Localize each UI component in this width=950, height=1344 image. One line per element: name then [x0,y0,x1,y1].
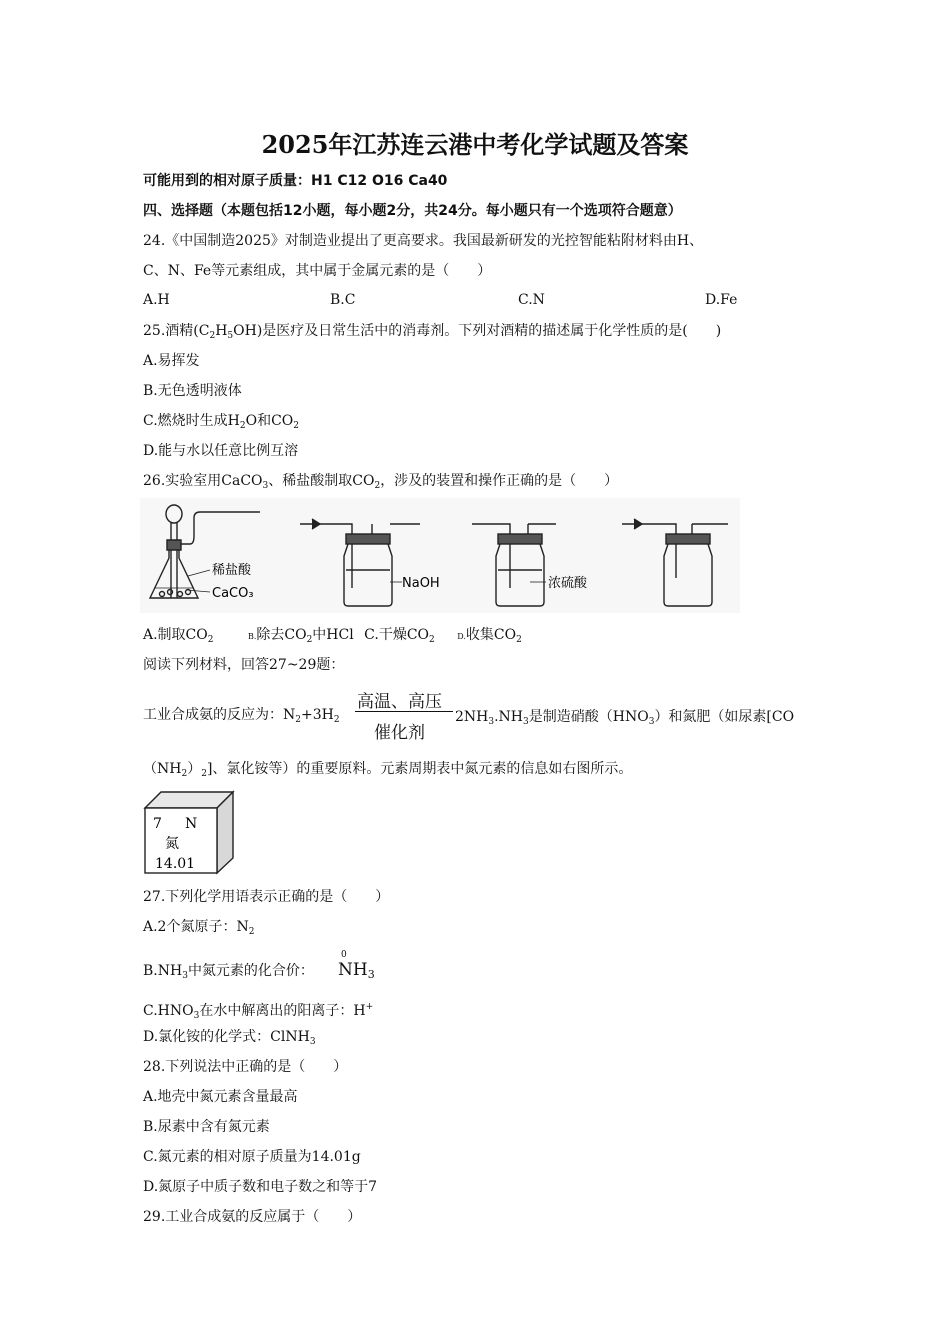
q26-b-pre: 除去CO [256,627,307,643]
q26-sub1: 3 [262,481,269,491]
line2-mid: ） [187,761,202,777]
q25-sub1: 2 [209,331,216,341]
line2-s2: 2 [201,769,207,779]
q26-stem [143,472,618,495]
q28-option-b: B.尿素中含有氮元素 [143,1119,270,1135]
q26-b-post: 中HCl [312,627,354,643]
q25-stem-post: OH)是医疗及日常生活中的消毒剂。下列对酒精的描述属于化学性质的是( ) [233,323,722,339]
q25-stem-pre: 25.酒精(C [143,323,210,339]
q24-option-b: B.C [330,292,356,308]
valence-mark: 0 [341,950,347,960]
q25-stem [143,322,721,345]
q27-a-pre: A.2个氮原子：N [143,919,249,935]
q27-option-d [143,1028,316,1051]
q26-a-sub: 2 [207,635,214,645]
q27-b-post: 中氮元素的化合价： [187,963,314,979]
q26-sub2: 2 [374,481,381,491]
q26-stem-mid: 、稀盐酸制取CO [268,473,375,489]
q24-option-a: A.H [143,292,170,308]
label-h2so4: 浓硫酸 [548,576,588,591]
q25-c-sub1: 2 [239,421,246,431]
label-acid: 稀盐酸 [212,563,252,578]
q28-option-d: D.氮原子中质子数和电子数之和等于7 [143,1179,378,1195]
q27-option-b [143,962,314,985]
q26-stem-post: ，涉及的装置和操作正确的是（ ） [380,473,619,489]
q27-d-sub: 3 [309,1037,316,1047]
q25-option-c [143,412,299,435]
eq-plus: +3H [300,707,334,723]
q26-d-sub: 2 [516,635,522,645]
eq-pre: 工业合成氨的反应为：N [143,707,296,723]
page-title: 2025年江苏连云港中考化学试题及答案 [261,130,689,159]
q25-stem-mid: H [215,323,228,339]
element-name: 氮 [165,836,179,852]
q25-option-d: D.能与水以任意比例互溶 [143,443,299,459]
label-naoh: NaOH [402,576,440,591]
eq-s5: 3 [648,717,655,727]
q24-option-d: D.Fe [705,292,738,308]
q27-option-c [143,998,373,1025]
eq-post2: ）和氮肥（如尿素[CO [654,709,795,725]
q26-stem-pre: 26.实验室用CaCO [143,473,263,489]
q28-option-a: A.地壳中氮元素含量最高 [143,1089,298,1105]
equation-rhs [455,706,794,727]
condition-top: 高温、高压 [357,692,442,712]
q26-b-sub: 2 [306,635,313,645]
eq-s2: 2 [333,715,340,725]
q26-d-mark: D. [457,632,466,641]
q27-option-a [143,918,254,941]
equation-line [143,706,340,729]
eq-s3: 3 [488,717,495,727]
atomic-number: 7 [153,816,162,832]
q24-option-c: C.N [518,292,545,308]
line2-post: ]、氯化铵等）的重要原料。元素周期表中氮元素的信息如右图所示。 [206,761,633,777]
q27-c-post: 在水中解离出的阳离子：H [199,1003,366,1019]
eq-product: 2NH [455,709,489,725]
label-caco3: CaCO₃ [212,586,254,601]
formula-sub: 3 [367,968,375,981]
q27-c-sup: + [365,1002,374,1012]
q28-stem: 28.下列说法中正确的是（ ） [143,1059,348,1075]
q27-b-pre: B.NH [143,963,183,979]
q28-option-c: C.氮元素的相对原子质量为14.01g [143,1149,361,1165]
formula-n: N [338,960,353,980]
section-heading: 四、选择题（本题包括12小题，每小题2分，共24分。每小题只有一个选项符合题意） [143,203,682,219]
q25-c-pre: C.燃烧时生成H [143,413,240,429]
line2-pre: （NH [143,761,182,777]
q25-c-sub2: 2 [293,421,300,431]
eq-dot: .NH [494,709,524,725]
q27-stem: 27.下列化学用语表示正确的是（ ） [143,889,390,905]
formula-h: H [352,960,368,980]
atomic-mass-line: 可能用到的相对原子质量：H1 C12 O16 Ca40 [143,173,448,189]
reading-line2 [143,760,632,783]
q25-c-mid: O和CO [245,413,294,429]
q24-stem-line2: C、N、Fe等元素组成，其中属于金属元素的是（ ） [143,263,492,279]
q26-b-mark: B. [247,632,257,641]
q26-a-pre: A.制取CO [143,627,208,643]
element-symbol: N [185,816,198,832]
reading-intro: 阅读下列材料，回答27~29题： [143,657,345,673]
q27-c-pre: C.HNO [143,1003,194,1019]
nh3-formula [338,960,375,981]
eq-s4: 3 [523,717,529,727]
q25-sub2: 5 [227,331,234,341]
line2-s1: 2 [181,769,188,779]
element-cell [143,790,238,875]
equation-bar [355,711,453,712]
q29-stem: 29.工业合成氨的反应属于（ ） [143,1209,362,1225]
q25-option-a: A.易挥发 [143,353,200,369]
eq-s1: 2 [295,715,301,725]
q26-options [143,626,522,649]
q27-c-sub: 3 [193,1011,200,1021]
eq-post: 是制造硝酸（HNO [528,709,649,725]
q26-c-sub: 2 [429,635,435,645]
q27-b-sub: 3 [182,971,188,981]
q27-d-pre: D.氯化铵的化学式：ClNH [143,1029,310,1045]
condition-bottom: 催化剂 [374,723,425,743]
q26-c-pre: C.干燥CO [364,627,430,643]
apparatus-figure [140,498,740,613]
q25-option-b: B.无色透明液体 [143,383,242,399]
q26-d-pre: 收集CO [465,627,517,643]
q27-a-sub: 2 [248,927,255,937]
atomic-mass: 14.01 [155,856,196,872]
q24-stem-line1: 24.《中国制造2025》对制造业提出了更高要求。我国最新研发的光控智能粘附材料由H、 [143,233,704,249]
